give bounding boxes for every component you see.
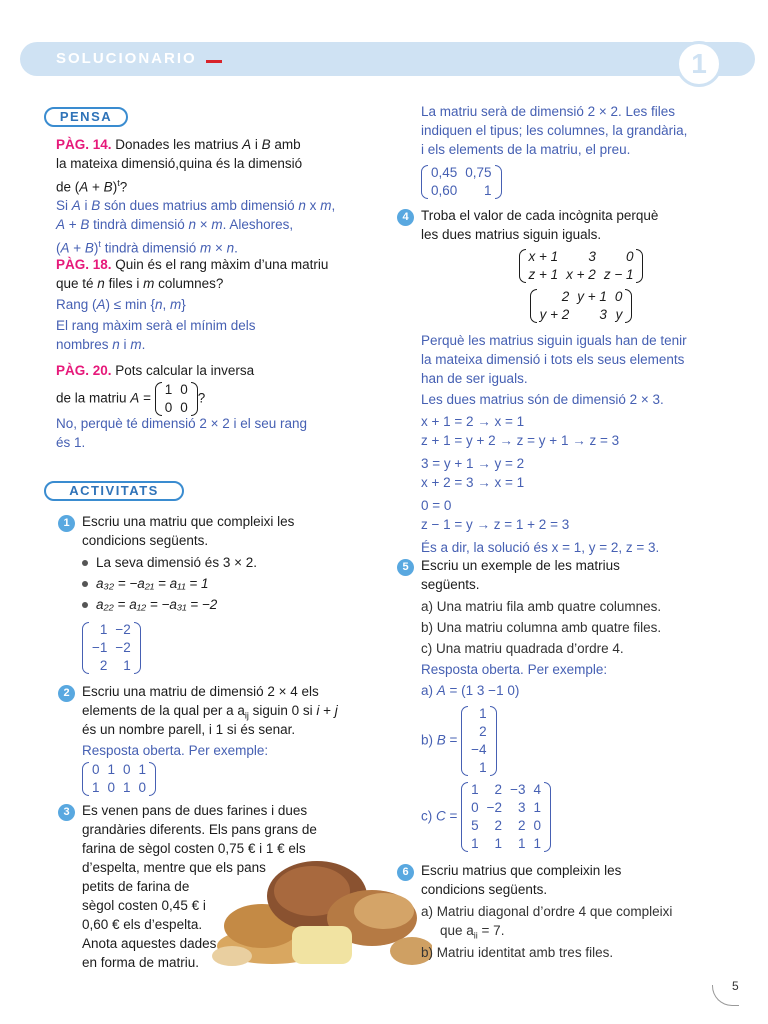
matrix-cell: 3 bbox=[588, 249, 596, 264]
matrix bbox=[82, 761, 156, 797]
matrix-cell: 0 bbox=[625, 249, 634, 264]
matrix-cell: 0 bbox=[92, 762, 100, 777]
matrix-cell: 1 bbox=[484, 183, 492, 198]
matrix-cell: x + 1 bbox=[528, 249, 559, 264]
matrix-cell: 0,75 bbox=[465, 165, 492, 180]
matrix-cell: 3 bbox=[517, 800, 526, 815]
matrix-cell: −2 bbox=[115, 622, 131, 637]
matrix bbox=[155, 381, 198, 417]
matrix-cell: −4 bbox=[471, 742, 487, 757]
matrix-cell: 2 bbox=[561, 289, 570, 304]
page-number: 5 bbox=[732, 979, 739, 993]
activity-number: 6 bbox=[397, 864, 414, 881]
matrix-cell: 1 bbox=[479, 760, 487, 775]
matrix-cell: 0 bbox=[614, 289, 623, 304]
pensa-question-3: PÀG. 20. Pots calcular la inversa de la matriu A = 1 0 0 0 ? No, perquè té dimensió 2 × 2 i el seu rang és 1. bbox=[56, 363, 308, 450]
activity-5: Escriu un exemple de les matrius següents. a) Una matriu fila amb quatre columnes. b) Una matriu columna amb quatre files. c) Una matriu quadrada d’ordre 4. Resposta oberta. Per exemple: a) A = (1 3 −1 0) b) B = 1 2 −4 1 c) C = 1 2 −3 4 0 −2 3 1 5 2 2 0 1 1 1 1 bbox=[421, 558, 662, 851]
matrix-cell: 2 bbox=[494, 818, 503, 833]
activity-number: 4 bbox=[397, 209, 414, 226]
matrix-cell: 0 bbox=[471, 800, 479, 815]
matrix-cell: y + 1 bbox=[577, 289, 607, 304]
matrix-cell: −2 bbox=[115, 640, 131, 655]
matrix-cell: 1 bbox=[479, 706, 487, 721]
matrix-cell: 1 bbox=[517, 836, 526, 851]
bullet-icon bbox=[82, 602, 88, 608]
activity-number: 1 bbox=[58, 515, 75, 532]
matrix-cell: 1 bbox=[99, 622, 108, 637]
matrix-cell: y + 2 bbox=[539, 307, 570, 322]
matrix-cell: 1 bbox=[164, 382, 173, 397]
matrix-cell: 2 bbox=[99, 658, 108, 673]
matrix bbox=[461, 781, 551, 853]
matrix-cell: 1 bbox=[123, 780, 131, 795]
header-accent-line bbox=[206, 60, 222, 63]
matrix-cell: 1 bbox=[107, 762, 116, 777]
matrix bbox=[530, 288, 633, 324]
matrix-cell: x + 2 bbox=[566, 267, 596, 282]
matrix-cell: 4 bbox=[533, 782, 541, 797]
chapter-header-bar bbox=[20, 42, 755, 76]
activity-number: 3 bbox=[58, 804, 75, 821]
page-ref: PÀG. 18. bbox=[56, 257, 112, 272]
matrix-cell: 0 bbox=[164, 400, 173, 415]
pensa-question-2: PÀG. 18. Quin és el rang màxim d’una matriu que té n files i m columnes? Rang (A) ≤ min {n, m} El rang màxim serà el mínim dels nombres n i m. bbox=[56, 257, 329, 352]
activity-3: Es venen pans de dues farines i dues grandàries diferents. Els pans grans de farina de sègol costen 0,75 € i 1 € els d’espelta, mentre que els pans petits de farina de sègol costen 0,45 € i 0,60 € els d’espelta. Anota aquestes dades en forma de matriu. bbox=[82, 803, 317, 970]
matrix-cell: z − 1 bbox=[603, 267, 634, 282]
bullet-icon bbox=[82, 560, 88, 566]
matrix-cell: z + 1 bbox=[528, 267, 559, 282]
matrix-cell: 1 bbox=[471, 782, 479, 797]
chapter-number-badge bbox=[676, 41, 722, 87]
matrix-cell: 0 bbox=[533, 818, 541, 833]
page-ref: PÀG. 20. bbox=[56, 363, 112, 378]
activitats-label: ACTIVITATS bbox=[44, 481, 184, 501]
page-ref: PÀG. 14. bbox=[56, 137, 112, 152]
matrix-cell: 2 bbox=[494, 782, 503, 797]
header-title: SOLUCIONARIO bbox=[56, 50, 197, 67]
activity-6: Escriu matrius que compleixin les condicions següents. a) Matriu diagonal d’ordre 4 que compleixi que $a_{ii} = 7$. b) Matriu identitat amb tres files. bbox=[421, 863, 673, 960]
bullet-icon bbox=[82, 581, 88, 587]
activity-number: 5 bbox=[397, 559, 414, 576]
activity-4: Troba el valor de cada incògnita perquè les dues matrius siguin iguals. x + 1 3 0 z + 1 x + 2 z − 1 2 y + 1 0 y + 2 3 y Perquè les matrius siguin iguals han de tenir la mateixa dimensió i tots els seus elements han de ser iguals. Les dues matrius són de dimensió 2 × 3. x + 1 = 2 → x = 1 z + 1 = y + 2 → z = y + 1 → z = 3 3 = y + 1 → y = 2 x + 2 = 3 → x = 1 0 = 0 z − 1 = y → z = 1 + 2 = 3 És a dir, la solució és x = 1, y = 2, z = 3. bbox=[421, 208, 687, 555]
matrix-cell: 0 bbox=[138, 780, 147, 795]
matrix-cell: 0,45 bbox=[431, 165, 458, 180]
activity-1: Escriu una matriu que compleixi les condicions següents. La seva dimensió és 3 × 2. a₃₂ = −a₂₁ = a₁₁ = 1 a₂₂ = a₁₂ = −a₃₁ = −2 1 −2 −1 −2 2 1 bbox=[82, 514, 295, 673]
matrix-cell: 1 bbox=[494, 836, 503, 851]
matrix-cell: 0,60 bbox=[431, 183, 458, 198]
matrix bbox=[421, 164, 502, 200]
matrix bbox=[461, 705, 496, 777]
matrix-cell: y bbox=[615, 307, 623, 322]
activity-2: Escriu una matriu de dimensió 2 × 4 els elements de la qual per a $a_{ij}$ siguin 0 si i + j és un nombre parell, i 1 si és senar. Resposta oberta. Per exemple: 0 1 0 1 1 0 1 0 bbox=[82, 684, 338, 795]
chapter-number: 1 bbox=[691, 48, 707, 79]
answer-text: Si A i B són dues matrius amb dimensió n x m, bbox=[56, 198, 336, 213]
matrix-cell: 1 bbox=[533, 836, 541, 851]
matrix-cell: 1 bbox=[533, 800, 541, 815]
matrix-cell: 0 bbox=[123, 762, 131, 777]
matrix-cell: 3 bbox=[599, 307, 607, 322]
pensa-question-1: PÀG. 14. Donades les matrius A i B amb la mateixa dimensió,quina és la dimensió de $(A + B)^t$? Si A i B són dues matrius amb dimensió n x m, A + B tindrà dimensió n × m. Aleshores, $(A + B)^t$ tindrà dimensió m × n. bbox=[56, 136, 386, 254]
matrix bbox=[82, 621, 141, 675]
matrix-cell: 2 bbox=[479, 724, 487, 739]
matrix-cell: −2 bbox=[486, 800, 503, 815]
matrix-cell: −3 bbox=[510, 782, 526, 797]
activity-3-answer: La matriu serà de dimensió 2 × 2. Les files indiquen el tipus; les columnes, la grandària, i els elements de la matriu, el preu. 0,45 0,75 0,60 1 bbox=[421, 104, 688, 198]
activity-number: 2 bbox=[58, 685, 75, 702]
matrix-cell: 0 bbox=[180, 382, 188, 397]
matrix-cell: 0 bbox=[107, 780, 116, 795]
matrix-cell: 1 bbox=[92, 780, 100, 795]
matrix-cell: 1 bbox=[471, 836, 479, 851]
matrix-cell: 2 bbox=[517, 818, 526, 833]
matrix-cell: 1 bbox=[123, 658, 131, 673]
matrix-cell: −1 bbox=[92, 640, 108, 655]
pensa-label: PENSA bbox=[44, 107, 128, 127]
matrix bbox=[519, 248, 644, 284]
matrix-cell: 1 bbox=[138, 762, 147, 777]
matrix-cell: 5 bbox=[471, 818, 479, 833]
matrix-cell: 0 bbox=[180, 400, 188, 415]
